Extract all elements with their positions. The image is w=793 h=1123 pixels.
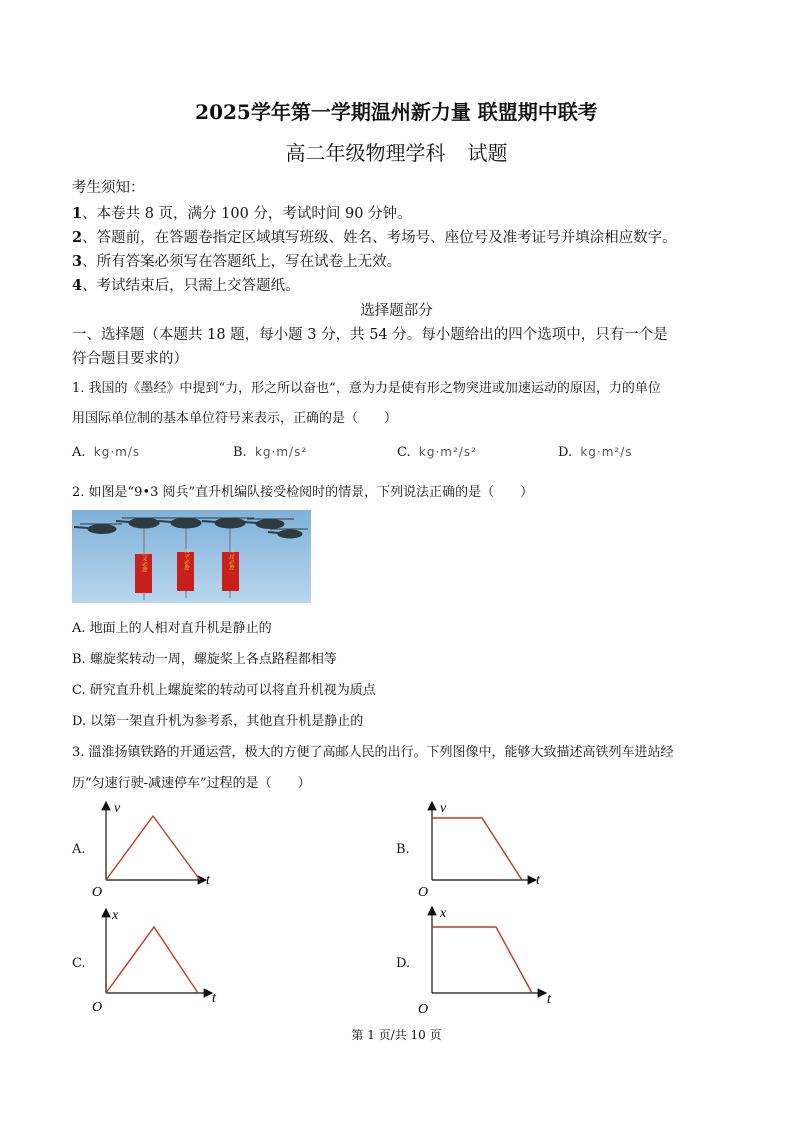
helicopter-formation-photo (72, 510, 311, 603)
q3-graph-d-curve (432, 927, 532, 993)
q3-graph-b-label: B. (396, 842, 410, 857)
section-instruction-1: 一、选择题（本题共 18 题，每小题 3 分，共 54 分。每小题给出的四个选项中，只有一个是 (72, 327, 668, 343)
svg-text:正义必胜: 正义必胜 (140, 550, 147, 572)
svg-text:O: O (418, 1002, 429, 1017)
q1-option-d: D. kg·m²/s (558, 445, 633, 460)
svg-text:t: t (206, 873, 210, 888)
notice-item-3: 3、所有答案必须写在答题纸上，写在试卷上无效。 (72, 253, 402, 270)
q3-graph-c-curve (106, 927, 198, 993)
notice-heading: 考生须知： (72, 180, 145, 196)
q1-option-c: C. kg·m²/s² (397, 445, 477, 460)
section-instruction-2: 符合题目要求的） (72, 351, 188, 367)
svg-text:O: O (92, 1000, 103, 1015)
exam-title: 2025学年第一学期温州新力量 联盟期中联考 (195, 100, 598, 124)
section-label: 选择题部分 (360, 303, 433, 319)
svg-text:x: x (440, 906, 447, 921)
banner-people (222, 548, 239, 598)
q2-option-d: D. 以第一架直升机为参考系，其他直升机是静止的 (72, 714, 364, 729)
exam-subtitle (0, 137, 793, 166)
q3-graph-a-label: A. (72, 842, 86, 857)
q2-option-a: A. 地面上的人相对直升机是静止的 (72, 621, 272, 636)
q3-graph-d-label: D. (396, 956, 411, 971)
q3-graph-c (88, 905, 228, 1017)
svg-text:v: v (114, 801, 121, 816)
q3-stem-2: 历“匀速行驶-减速停车”过程的是（ ） (72, 776, 311, 791)
q1-option-b: B. kg·m/s² (233, 445, 308, 460)
svg-text:人民必胜: 人民必胜 (227, 548, 234, 570)
banner-justice (135, 550, 152, 600)
q1-stem-2: 用国际单位制的基本单位符号来表示，正确的是（ ） (72, 411, 398, 426)
notice-item-1: 1、本卷共 8 页，满分 100 分，考试时间 90 分钟。 (72, 205, 412, 222)
q2-option-c: C. 研究直升机上螺旋桨的转动可以将直升机视为质点 (72, 683, 376, 698)
q1-option-a: A. kg·m/s (72, 445, 141, 460)
svg-text:O: O (418, 885, 429, 900)
paper-label: 试题 (467, 141, 508, 165)
q3-graph-b-curve (432, 818, 522, 880)
svg-text:和平必胜: 和平必胜 (182, 548, 189, 570)
page-number: 第 1 页/共 10 页 (351, 1028, 442, 1042)
q3-graph-c-label: C. (72, 956, 86, 971)
q3-stem-1: 3. 溫淮扬镇铁路的开通运营，极大的方便了高邮人民的出行。下列图像中，能够大致描述高铁列车进站经 (72, 745, 674, 760)
svg-text:t: t (536, 873, 540, 888)
q3-graph-a (88, 798, 223, 903)
q1-stem-1: 1. 我国的《墨经》中提到“力，形之所以奋也”，意为力是使有形之物突进或加速运动的原因，力的单位 (72, 381, 661, 396)
subject-label: 高二年级物理学科 (285, 141, 446, 165)
q2-option-b: B. 螺旋桨转动一周，螺旋桨上各点路程都相等 (72, 652, 337, 667)
banner-peace (177, 548, 194, 598)
q3-graph-b (414, 798, 549, 903)
svg-text:x: x (112, 908, 119, 923)
svg-text:t: t (547, 992, 551, 1007)
svg-text:O: O (92, 885, 103, 900)
notice-item-4: 4、考试结束后，只需上交答题纸。 (72, 277, 300, 294)
q3-graph-a-curve (106, 816, 200, 880)
svg-text:v: v (440, 801, 447, 816)
q3-graph-d (414, 903, 559, 1018)
notice-item-2: 2、答题前，在答题卷指定区域填写班级、姓名、考场号、座位号及准考证号并填涂相应数字。 (72, 229, 677, 246)
svg-text:t: t (212, 991, 216, 1006)
q2-stem: 2. 如图是“9•3 阅兵”直升机编队接受检阅时的情景，下列说法正确的是（ ） (72, 485, 534, 500)
